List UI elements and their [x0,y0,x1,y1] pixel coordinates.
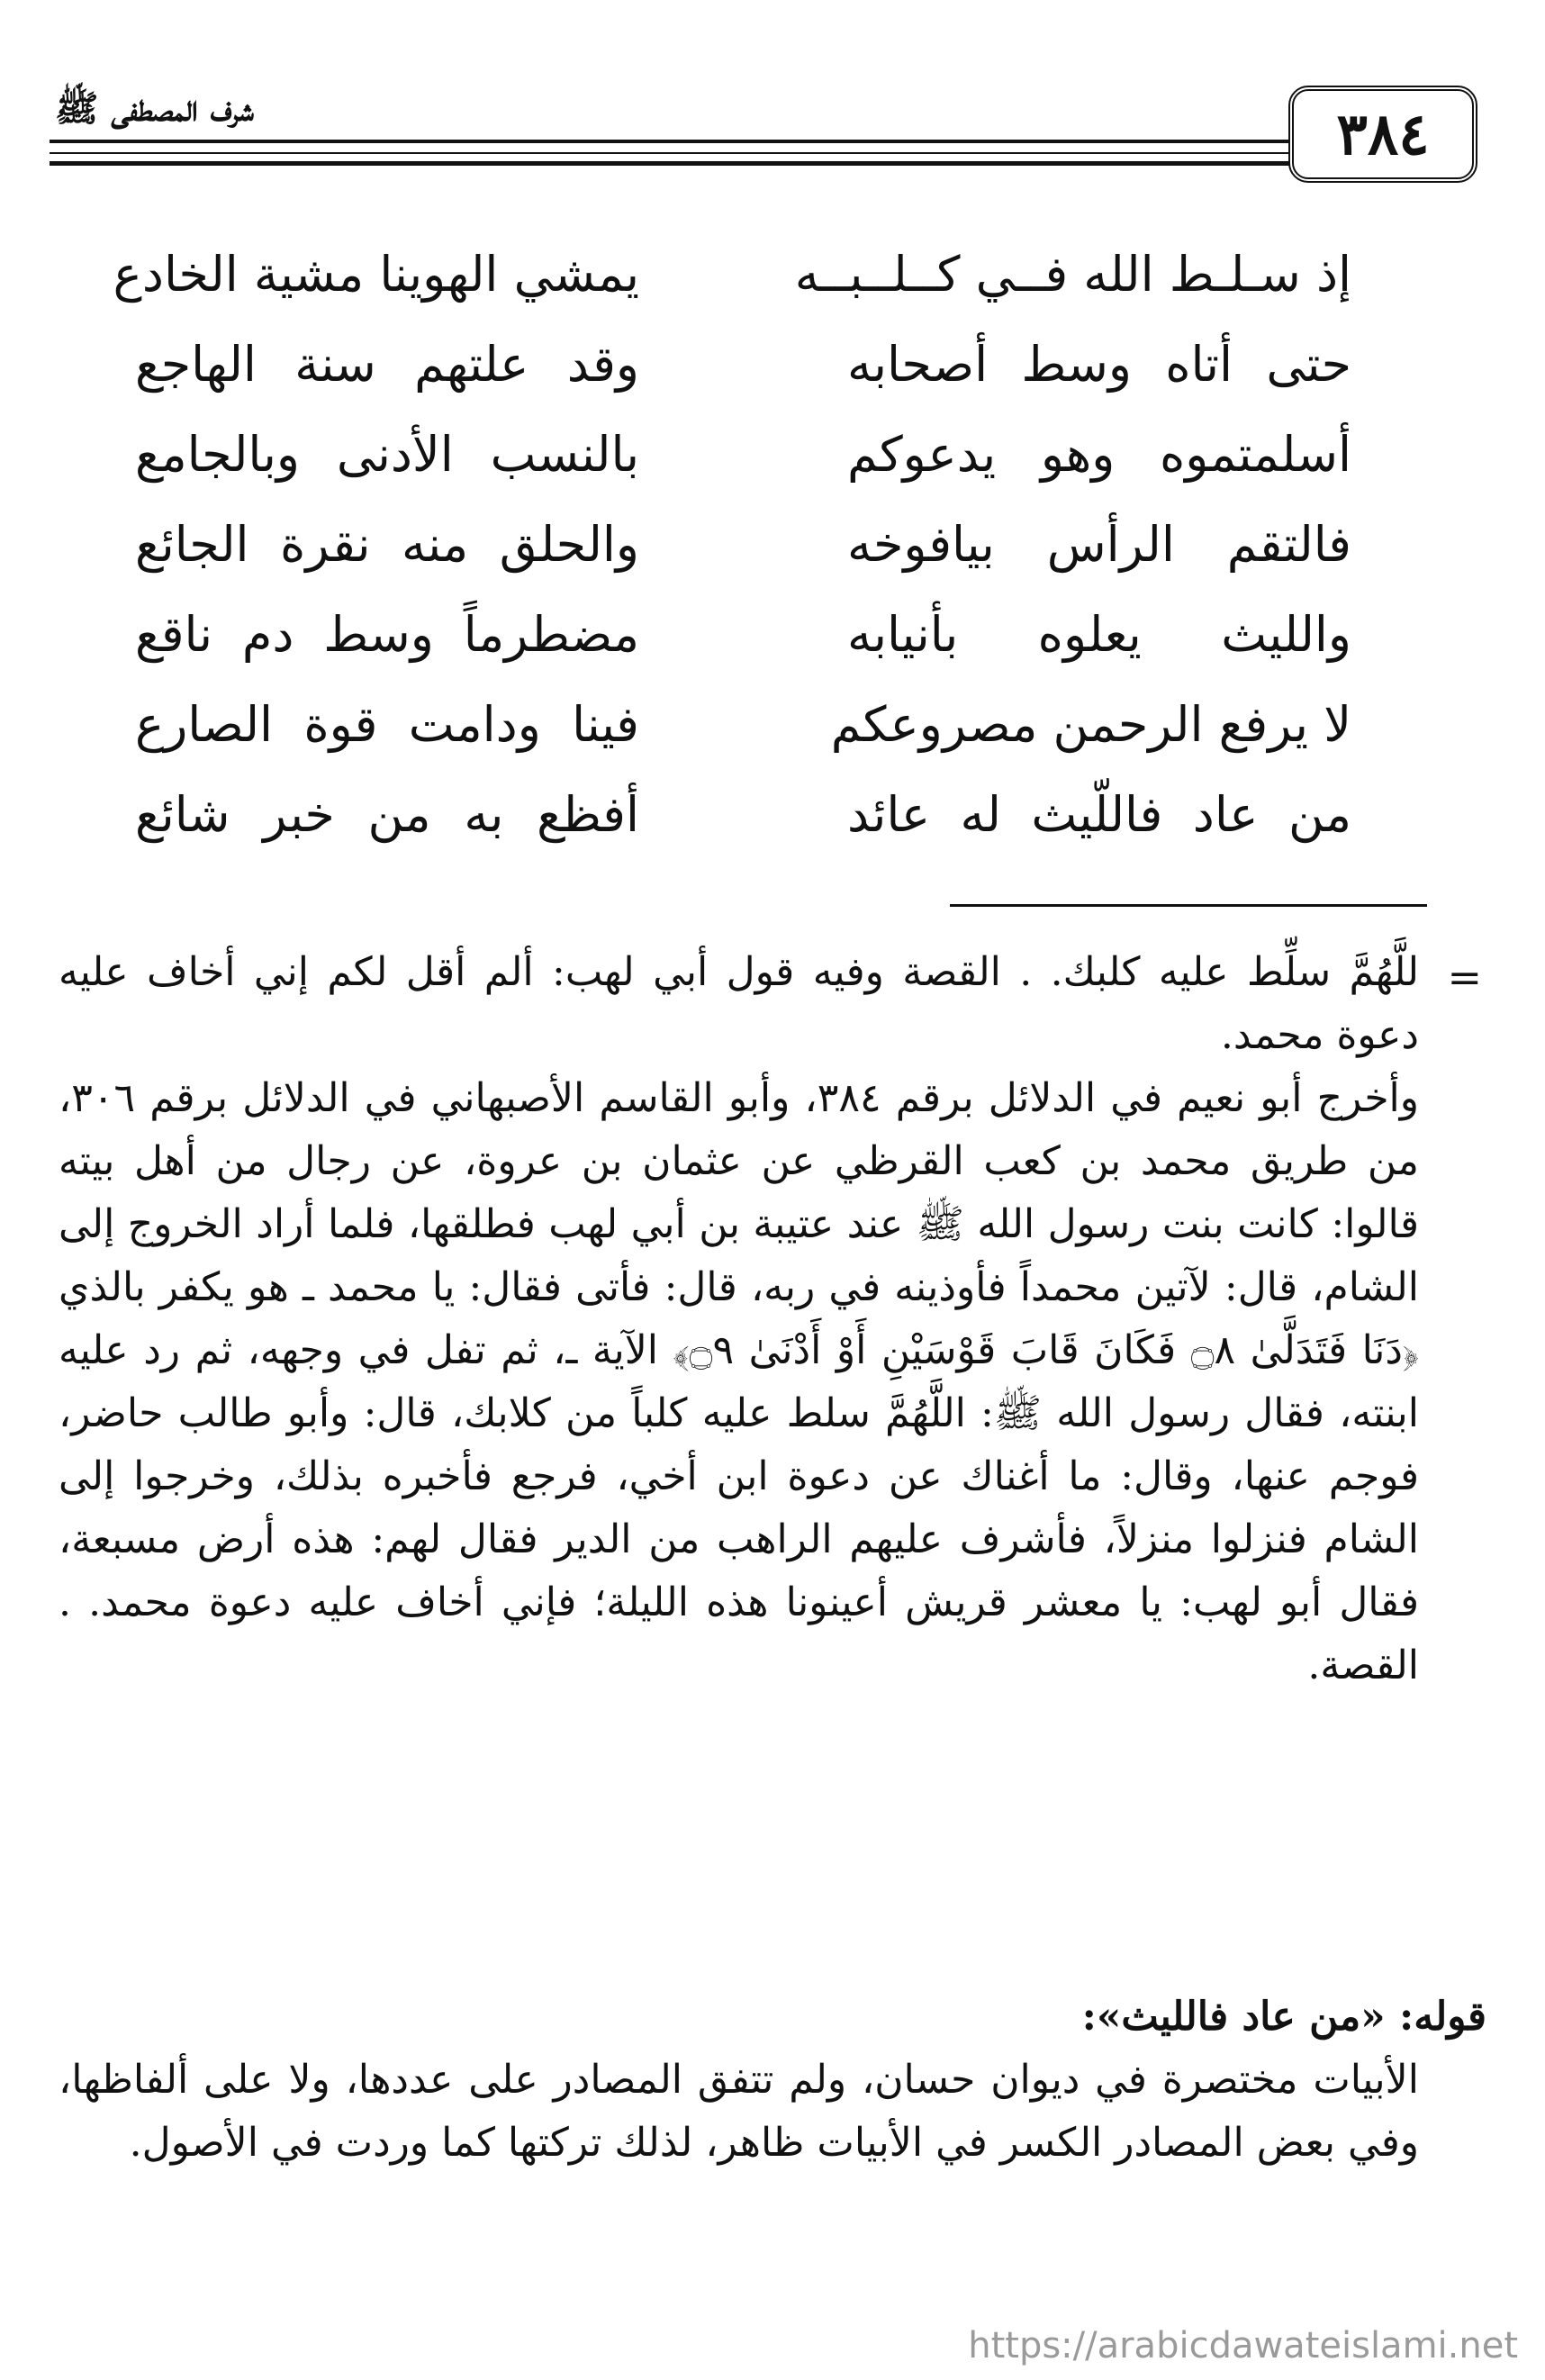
footnote-paragraph: للَّهُمَّ سلِّط عليه كلبك. . القصة وفيه قول أبي لهب: ألم أقل لكم إني أخاف عليه دعوة محمد. [59,949,1419,1058]
poem-hemistich-right: فالتقم الرأس بيافوخه [847,516,1351,573]
poem-hemistich-left: يمشي الهوينا مشية الخادع [113,246,639,303]
page-header [50,86,1477,194]
poem-hemistich-left: والحلق منه نقرة الجائع [135,516,639,573]
poem-hemistich-left: بالنسب الأدنى وبالجامع [135,426,639,483]
poem-hemistich-right: إذ سـلـط الله فــي كــلــبــه [794,246,1351,303]
poem-hemistich-left: وقد علتهم سنة الهاجع [135,336,639,393]
poem-hemistich-left: فينا ودامت قوة الصارع [135,696,639,753]
commentary-text: الأبيات مختصرة في ديوان حسان، ولم تتفق المصادر على عددها، ولا على ألفاظها، وفي بعض المصادر الكسر في الأبيات ظاهر، لذلك تركتها كما وردت في الأصول. [59,2057,1419,2166]
footnote-continuation-marker: = [1447,953,1482,1001]
poem [113,230,1351,860]
poem-couplet [135,410,1351,500]
poem-couplet [135,590,1351,680]
book-title: شرف المصطفى ﷺ [50,86,254,132]
footnote-paragraph: وأخرج أبو نعيم في الدلائل برقم ٣٨٤، وأبو القاسم الأصبهاني في الدلائل برقم ٣٠٦، من طريق محمد بن كعب القرظي عن عثمان بن عروة، عن رجال من أهل بيته قالوا: كانت بنت رسول الله ﷺ عند عتيبة بن أبي لهب فطلقها، فلما أراد الخروج إلى الشام، قال: لآتين محمداً فأوذينه في ربه، قال: فأتى فقال: يا محمد ـ هو يكفر بالذي ﴿دَنَا فَتَدَلَّىٰ ۝٨ فَكَانَ قَابَ قَوْسَيْنِ أَوْ أَدْنَىٰ ۝٩﴾ الآية ـ، ثم تفل في وجهه، ثم رد عليه ابنته، فقال رسول الله ﷺ: اللَّهُمَّ سلط عليه كلباً من كلابك، قال: وأبو طالب حاضر، فوجم عنها، وقال: ما أغناك عن دعوة ابن أخي، فرجع فأخبره بذلك، وخرجوا إلى الشام فنزلوا منزلاً، فأشرف عليهم الراهب من الدير فقال لهم: هذه أرض مسبعة، فقال أبو لهب: يا معشر قريش أعينونا هذه الليلة؛ فإني أخاف عليه دعوة محمد. . القصة. [59,1075,1419,1688]
poem-hemistich-left: أفظع به من خبر شائع [135,786,639,843]
poem-hemistich-left: مضطرماً وسط دم ناقع [135,606,639,663]
poem-hemistich-right: من عاد فاللّيث له عائد [847,786,1351,843]
poem-hemistich-right: أسلمتموه وهو يدعوكم [847,426,1351,483]
watermark-url: https://arabicdawateislami.net [968,2325,1518,2366]
poem-couplet [135,770,1351,860]
poem-couplet [135,680,1351,770]
poem-couplet [135,320,1351,410]
commentary [59,1986,1486,2175]
commentary-heading: قوله: «من عاد فالليث»: [1081,1994,1486,2040]
header-rule [50,152,1293,154]
poem-couplet [113,230,1351,320]
poem-hemistich-right: حتى أتاه وسط أصحابه [847,336,1351,393]
header-rule [50,140,1293,143]
header-rule [50,161,1293,166]
poem-hemistich-right: والليث يعلوه بأنيابه [847,606,1351,663]
page-number: ٣٨٤ [1288,86,1477,183]
poem-couplet [135,500,1351,590]
footnote-text [59,941,1419,1697]
footnote-separator [950,904,1427,907]
poem-hemistich-right: لا يرفع الرحمن مصروعكم [830,696,1351,753]
